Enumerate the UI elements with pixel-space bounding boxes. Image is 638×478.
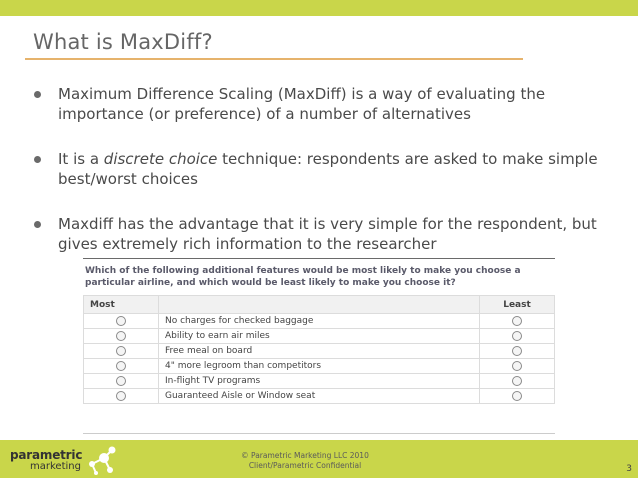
slide-title: What is MaxDiff? <box>33 30 213 54</box>
most-radio[interactable] <box>116 361 126 371</box>
bullet-text: Maximum Difference Scaling (MaxDiff) is a way of evaluating the importance (or preference) of a number of alternatives <box>58 85 546 123</box>
parametric-marketing-logo <box>8 444 118 476</box>
survey-table <box>83 295 555 404</box>
bullet-text: Maxdiff has the advantage that it is very simple for the respondent, but gives extremely rich information to the researcher <box>58 215 597 253</box>
most-radio[interactable] <box>116 331 126 341</box>
copyright-notice <box>200 451 410 471</box>
bullet-list <box>34 84 624 279</box>
option-label: Guaranteed Aisle or Window seat <box>159 389 480 404</box>
confidential-line: Client/Parametric Confidential <box>248 461 362 470</box>
bullet-text-post: technique: respondents are asked to make simple best/worst choices <box>58 150 598 188</box>
least-radio[interactable] <box>512 391 522 401</box>
option-label: Ability to earn air miles <box>159 329 480 344</box>
least-column-header: Least <box>480 296 555 314</box>
least-radio[interactable] <box>512 376 522 386</box>
bullet-item <box>34 84 624 124</box>
footer-divider <box>83 433 555 434</box>
option-label: In-flight TV programs <box>159 374 480 389</box>
most-radio[interactable] <box>116 376 126 386</box>
most-radio[interactable] <box>116 316 126 326</box>
option-label: No charges for checked baggage <box>159 314 480 329</box>
table-row <box>84 344 555 359</box>
survey-top-divider <box>83 258 555 259</box>
bullet-dot-icon <box>34 91 41 98</box>
least-radio[interactable] <box>512 316 522 326</box>
option-label: 4" more legroom than competitors <box>159 359 480 374</box>
bullet-item <box>34 214 624 254</box>
least-radio[interactable] <box>512 361 522 371</box>
bullet-dot-icon <box>34 156 41 163</box>
bullet-item <box>34 149 624 189</box>
options-column-header <box>159 296 480 314</box>
bullet-text-pre: It is a <box>58 150 104 168</box>
option-label: Free meal on board <box>159 344 480 359</box>
logo-word-marketing: marketing <box>30 461 81 472</box>
top-accent-bar <box>0 0 638 16</box>
table-row <box>84 389 555 404</box>
bullet-dot-icon <box>34 221 41 228</box>
table-row <box>84 329 555 344</box>
table-row <box>84 359 555 374</box>
most-radio[interactable] <box>116 346 126 356</box>
logo-word-parametric: parametric <box>10 448 83 462</box>
least-radio[interactable] <box>512 331 522 341</box>
page-number: 3 <box>626 464 632 474</box>
maxdiff-survey-example <box>83 258 555 404</box>
table-row <box>84 314 555 329</box>
copyright-line: © Parametric Marketing LLC 2010 <box>241 451 369 460</box>
title-divider <box>25 58 523 60</box>
most-column-header: Most <box>84 296 159 314</box>
molecule-logo-icon <box>84 444 118 476</box>
most-radio[interactable] <box>116 391 126 401</box>
bullet-emphasis: discrete choice <box>103 150 218 168</box>
least-radio[interactable] <box>512 346 522 356</box>
table-row <box>84 374 555 389</box>
survey-question: Which of the following additional features would be most likely to make you choose a particular airline, and which would be least likely to make you choose it? <box>85 266 521 288</box>
